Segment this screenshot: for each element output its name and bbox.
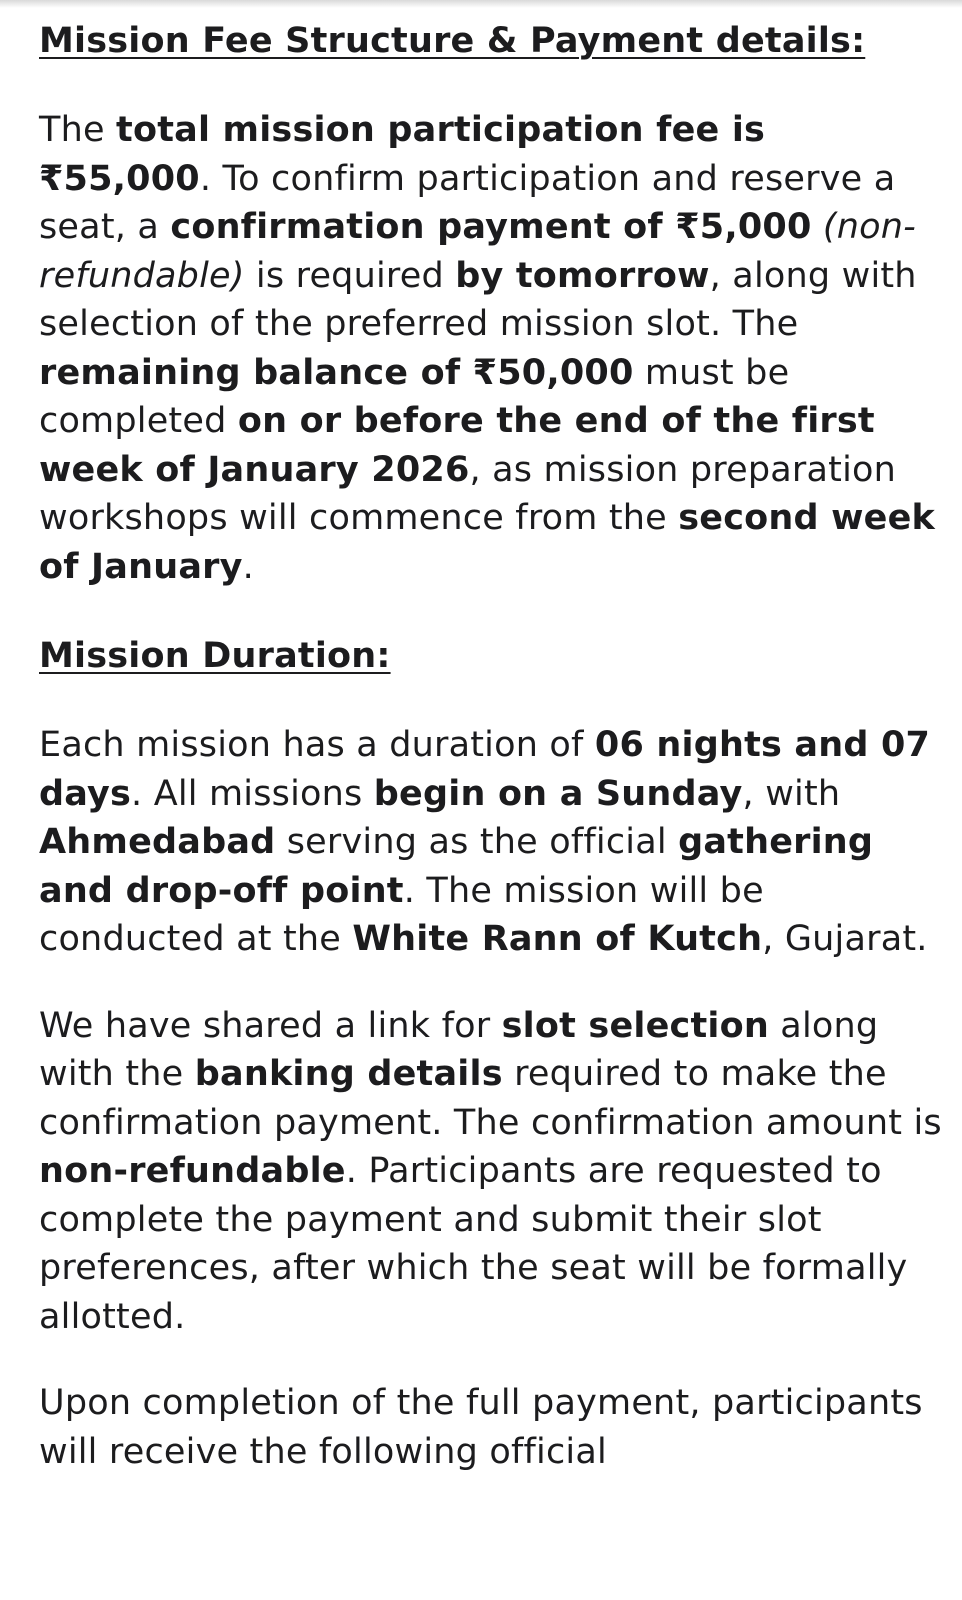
text-run: is required bbox=[244, 255, 456, 296]
text-run: . To confirm participation and reserve a seat, a bbox=[39, 158, 896, 247]
bold-text-run: Ahmedabad bbox=[39, 822, 276, 862]
duration-paragraph bbox=[39, 721, 944, 964]
bold-text-run: 06 nights and 07 days bbox=[39, 725, 931, 814]
fee-structure-heading: Mission Fee Structure & Payment details: bbox=[39, 21, 866, 61]
bold-text-run: non-refundable bbox=[39, 1151, 346, 1191]
message-body bbox=[39, 14, 944, 1476]
bold-text-run: White Rann of Kutch bbox=[352, 919, 763, 959]
text-run: . Participants are requested to complete the payment and submit their slot preferences, after which the seat will be formally allotted. bbox=[39, 1151, 908, 1337]
bold-text-run: begin on a Sunday bbox=[373, 773, 743, 814]
mission-duration-heading: Mission Duration: bbox=[39, 636, 391, 676]
text-run: We have shared a link for bbox=[39, 1005, 502, 1046]
text-run: . bbox=[242, 546, 254, 587]
text-run: serving as the official bbox=[275, 822, 679, 862]
bold-text-run: remaining balance of ₹50,000 bbox=[39, 352, 634, 393]
text-run: Each mission has a duration of bbox=[39, 725, 595, 765]
bold-text-run: on or before the end of the first week of January 2026 bbox=[39, 401, 875, 490]
text-run: Upon completion of the full payment, participants will receive the following official bbox=[39, 1383, 923, 1472]
text-run: The bbox=[39, 110, 117, 150]
slot-selection-paragraph bbox=[39, 1002, 944, 1342]
text-run: , along with selection of the preferred mission slot. The bbox=[39, 255, 917, 344]
bold-text-run: confirmation payment of ₹5,000 bbox=[170, 207, 812, 247]
text-run: must be completed bbox=[39, 352, 790, 441]
text-run: , with bbox=[742, 773, 841, 814]
text-run: , Gujarat. bbox=[762, 919, 928, 959]
full-payment-paragraph bbox=[39, 1379, 944, 1476]
text-run bbox=[812, 207, 823, 247]
bold-text-run: total mission participation fee is ₹55,000 bbox=[39, 110, 766, 199]
text-run: . The mission will be conducted at the bbox=[39, 870, 764, 959]
text-run: along with the bbox=[39, 1005, 879, 1094]
text-run: , as mission preparation workshops will commence from the bbox=[39, 449, 897, 538]
italic-text-run: (non-refundable) bbox=[39, 207, 916, 296]
text-run: required to make the confirmation payment. The confirmation amount is bbox=[39, 1054, 942, 1143]
fee-structure-paragraph bbox=[39, 106, 944, 591]
bold-text-run: slot selection bbox=[501, 1005, 769, 1046]
top-edge-shadow bbox=[0, 0, 962, 8]
bold-text-run: banking details bbox=[194, 1054, 503, 1094]
bold-text-run: gathering and drop-off point bbox=[39, 822, 874, 911]
bold-text-run: by tomorrow bbox=[455, 255, 710, 296]
text-run: . All missions bbox=[131, 773, 374, 814]
bold-text-run: second week of January bbox=[39, 498, 936, 587]
